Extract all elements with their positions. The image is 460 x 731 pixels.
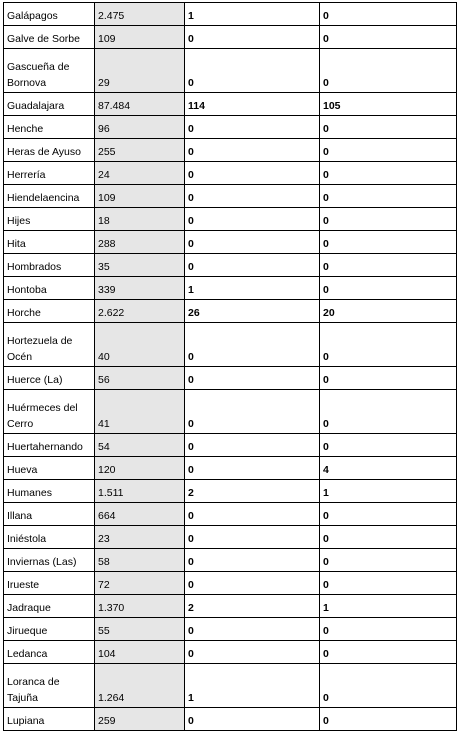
table-row — [4, 708, 457, 731]
table-row — [4, 480, 457, 503]
value-b-cell: 0 — [320, 185, 457, 208]
value-a-cell: 0 — [185, 503, 320, 526]
table-row — [4, 323, 457, 367]
population-cell: 104 — [95, 641, 185, 664]
value-b-cell: 0 — [320, 708, 457, 731]
municipality-cell: Hijes — [4, 208, 95, 231]
value-a-cell: 0 — [185, 26, 320, 49]
value-b-cell: 0 — [320, 208, 457, 231]
table-row — [4, 300, 457, 323]
municipality-cell: Humanes — [4, 480, 95, 503]
population-cell: 2.622 — [95, 300, 185, 323]
value-b-cell: 0 — [320, 618, 457, 641]
population-cell: 109 — [95, 185, 185, 208]
value-b-cell: 0 — [320, 3, 457, 26]
value-a-cell: 114 — [185, 93, 320, 116]
population-cell: 120 — [95, 457, 185, 480]
table-row — [4, 641, 457, 664]
population-cell: 72 — [95, 572, 185, 595]
municipality-cell: Hortezuela de Océn — [4, 323, 95, 367]
value-b-cell: 0 — [320, 526, 457, 549]
value-b-cell: 0 — [320, 390, 457, 434]
municipality-cell: Guadalajara — [4, 93, 95, 116]
table-row — [4, 367, 457, 390]
value-a-cell: 0 — [185, 618, 320, 641]
municipality-cell: Inviernas (Las) — [4, 549, 95, 572]
municipality-cell: Lupiana — [4, 708, 95, 731]
municipality-cell: Jadraque — [4, 595, 95, 618]
population-cell: 339 — [95, 277, 185, 300]
value-a-cell: 0 — [185, 116, 320, 139]
value-b-cell: 0 — [320, 254, 457, 277]
municipality-cell: Loranca de Tajuña — [4, 664, 95, 708]
municipality-cell: Irueste — [4, 572, 95, 595]
value-b-cell: 0 — [320, 26, 457, 49]
population-cell: 56 — [95, 367, 185, 390]
value-a-cell: 0 — [185, 367, 320, 390]
value-a-cell: 0 — [185, 231, 320, 254]
value-a-cell: 0 — [185, 641, 320, 664]
municipality-cell: Huertahernando — [4, 434, 95, 457]
municipality-cell: Gascueña de Bornova — [4, 49, 95, 93]
table-row — [4, 526, 457, 549]
population-cell: 54 — [95, 434, 185, 457]
municipality-cell: Hueva — [4, 457, 95, 480]
population-cell: 664 — [95, 503, 185, 526]
value-a-cell: 0 — [185, 208, 320, 231]
value-a-cell: 0 — [185, 572, 320, 595]
value-b-cell: 0 — [320, 664, 457, 708]
value-a-cell: 0 — [185, 162, 320, 185]
value-a-cell: 0 — [185, 708, 320, 731]
value-a-cell: 1 — [185, 3, 320, 26]
value-b-cell: 0 — [320, 277, 457, 300]
value-a-cell: 26 — [185, 300, 320, 323]
table-row — [4, 185, 457, 208]
municipality-cell: Horche — [4, 300, 95, 323]
value-b-cell: 4 — [320, 457, 457, 480]
municipality-cell: Henche — [4, 116, 95, 139]
value-a-cell: 0 — [185, 434, 320, 457]
table-row — [4, 254, 457, 277]
value-b-cell: 0 — [320, 139, 457, 162]
population-cell: 96 — [95, 116, 185, 139]
municipality-cell: Jirueque — [4, 618, 95, 641]
table-row — [4, 595, 457, 618]
table-row — [4, 93, 457, 116]
value-a-cell: 0 — [185, 185, 320, 208]
municipality-cell: Iniéstola — [4, 526, 95, 549]
value-a-cell: 0 — [185, 549, 320, 572]
table-row — [4, 618, 457, 641]
value-b-cell: 0 — [320, 572, 457, 595]
value-b-cell: 0 — [320, 49, 457, 93]
table-row — [4, 26, 457, 49]
value-a-cell: 0 — [185, 526, 320, 549]
table-row — [4, 664, 457, 708]
municipality-table — [3, 2, 457, 731]
population-cell: 24 — [95, 162, 185, 185]
value-b-cell: 1 — [320, 595, 457, 618]
value-b-cell: 0 — [320, 549, 457, 572]
municipality-cell: Hita — [4, 231, 95, 254]
population-cell: 288 — [95, 231, 185, 254]
population-cell: 58 — [95, 549, 185, 572]
value-a-cell: 1 — [185, 664, 320, 708]
value-a-cell: 0 — [185, 323, 320, 367]
population-cell: 1.264 — [95, 664, 185, 708]
table-row — [4, 277, 457, 300]
municipality-cell: Galve de Sorbe — [4, 26, 95, 49]
population-cell: 1.511 — [95, 480, 185, 503]
population-cell: 2.475 — [95, 3, 185, 26]
value-b-cell: 0 — [320, 162, 457, 185]
value-a-cell: 0 — [185, 139, 320, 162]
table-row — [4, 231, 457, 254]
table-row — [4, 3, 457, 26]
value-b-cell: 0 — [320, 231, 457, 254]
value-b-cell: 0 — [320, 503, 457, 526]
value-b-cell: 1 — [320, 480, 457, 503]
population-cell: 259 — [95, 708, 185, 731]
value-b-cell: 105 — [320, 93, 457, 116]
population-cell: 35 — [95, 254, 185, 277]
population-cell: 1.370 — [95, 595, 185, 618]
value-b-cell: 0 — [320, 323, 457, 367]
municipality-cell: Huérmeces del Cerro — [4, 390, 95, 434]
municipality-cell: Heras de Ayuso — [4, 139, 95, 162]
value-a-cell: 0 — [185, 49, 320, 93]
population-cell: 23 — [95, 526, 185, 549]
value-a-cell: 1 — [185, 277, 320, 300]
table-row — [4, 457, 457, 480]
table-row — [4, 162, 457, 185]
table-row — [4, 503, 457, 526]
population-cell: 255 — [95, 139, 185, 162]
value-a-cell: 0 — [185, 254, 320, 277]
population-cell: 18 — [95, 208, 185, 231]
municipality-cell: Herrería — [4, 162, 95, 185]
value-b-cell: 0 — [320, 434, 457, 457]
table-row — [4, 572, 457, 595]
value-b-cell: 0 — [320, 641, 457, 664]
value-b-cell: 20 — [320, 300, 457, 323]
population-cell: 109 — [95, 26, 185, 49]
municipality-cell: Hiendelaencina — [4, 185, 95, 208]
municipality-cell: Hombrados — [4, 254, 95, 277]
population-cell: 87.484 — [95, 93, 185, 116]
municipality-cell: Huerce (La) — [4, 367, 95, 390]
value-b-cell: 0 — [320, 116, 457, 139]
municipality-cell: Ledanca — [4, 641, 95, 664]
table-row — [4, 390, 457, 434]
municipality-cell: Galápagos — [4, 3, 95, 26]
value-a-cell: 0 — [185, 457, 320, 480]
municipality-cell: Hontoba — [4, 277, 95, 300]
table-body — [4, 3, 457, 731]
table-row — [4, 139, 457, 162]
table-row — [4, 49, 457, 93]
table-row — [4, 434, 457, 457]
table-row — [4, 208, 457, 231]
population-cell: 29 — [95, 49, 185, 93]
municipality-cell: Illana — [4, 503, 95, 526]
table-row — [4, 549, 457, 572]
value-a-cell: 2 — [185, 480, 320, 503]
value-a-cell: 2 — [185, 595, 320, 618]
value-a-cell: 0 — [185, 390, 320, 434]
table-row — [4, 116, 457, 139]
population-cell: 40 — [95, 323, 185, 367]
population-cell: 55 — [95, 618, 185, 641]
population-cell: 41 — [95, 390, 185, 434]
value-b-cell: 0 — [320, 367, 457, 390]
